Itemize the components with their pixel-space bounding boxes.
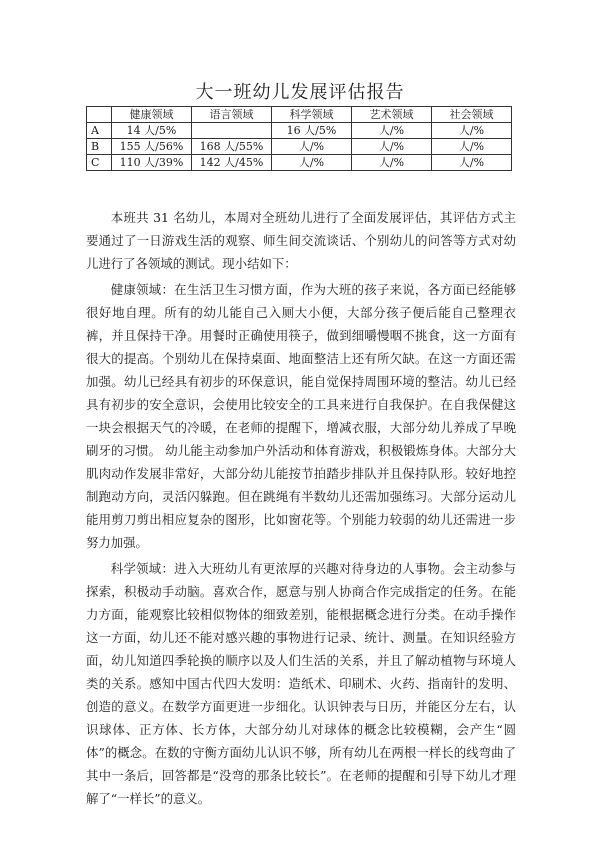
health-paragraph: 健康领域：在生活卫生习惯方面，作为大班的孩子来说，各方面已经能够很好地自理。所有的幼儿能自己入厕大小便，大部分孩子便后能自己整理衣裤，并且保持干净。用餐时正确使用筷子，做到细嚼慢咽不挑食，这一方面有很大的提高。个别幼儿在保持桌面、地面整洁上还有所欠缺。在这一方面还需加强。幼儿已经具有初步的环保意识，能自觉保持周围环境的整洁。幼儿已经具有初步的安全意识，会使用比较安全的工具来进行自我保护。在自我保健这一块会根据天气的冷暖，在老师的提醒下，增减衣服，大部分幼儿养成了早晚刷牙的习惯。 幼儿能主动参加户外活动和体育游戏，积极锻炼身体。大部分大肌肉动作发展非常好，大部分幼儿能按节拍踏步排队并且保持队形。较好地控制跑动方向，灵活闪躲跑。但在跳绳有半数幼儿还需加强练习。大部分运动儿能用剪刀剪出相应复杂的图形，比如窗花等。个别能力较弱的幼儿还需进一步努力加强。 <box>86 282 516 550</box>
table-cell: 155 人/56% <box>112 139 192 155</box>
table-cell: 人/% <box>272 155 352 171</box>
report-body <box>86 206 516 813</box>
table-header-cell: 健康领域 <box>112 107 192 123</box>
table-cell: 人/% <box>352 139 432 155</box>
document-title: 大一班幼儿发展评估报告 <box>195 82 405 103</box>
table-cell: 人/% <box>432 123 512 139</box>
table-cell: 16 人/5% <box>272 123 352 139</box>
table-row-label: B <box>87 139 112 155</box>
table-header-cell: 语言领域 <box>192 107 272 123</box>
table-cell: 110 人/39% <box>112 155 192 171</box>
intro-paragraph: 本班共 31 名幼儿，本周对全班幼儿进行了全面发展评估，其评估方式主要通过了一日游戏生活的观察、师生间交流谈话、个别幼儿的问答等方式对幼儿进行了各领域的测试。现小结如下： <box>86 210 516 271</box>
table-cell: 人/% <box>432 155 512 171</box>
table-cell: 14 人/5% <box>112 123 192 139</box>
table-row <box>87 123 512 139</box>
table-row <box>87 155 512 171</box>
table-header-cell: 社会领域 <box>432 107 512 123</box>
table-row <box>87 139 512 155</box>
table-row-label: A <box>87 123 112 139</box>
table-cell: 人/% <box>352 155 432 171</box>
table-header-cell <box>87 107 112 123</box>
science-paragraph: 科学领域：进入大班幼儿有更浓厚的兴趣对待身边的人事物。会主动参与探索，积极动手动脑。喜欢合作，愿意与别人协商合作完成指定的任务。在能力方面，能观察比较相似物体的细致差别，能根据概念进行分类。在动手操作这一方面，幼儿还不能对感兴趣的事物进行记录、统计、测量。在知识经验方面，幼儿知道四季轮换的顺序以及人们生活的关系，并且了解动植物与环境人类的关系。感知中国古代四大发明：造纸术、印刷术、火药、指南针的发明、创造的意义。在数学方面更进一步细化。认识钟表与日历，并能区分左右，认识球体、正方体、长方体，大部分幼儿对球体的概念比较模糊，会产生“圆体”的概念。在数的守衡方面幼儿认识不够，所有幼儿在两根一样长的线弯曲了其中一条后，回答都是“没弯的那条比较长”。在老师的提醒和引导下幼儿才理解了“一样长”的意义。 <box>86 561 516 806</box>
table-header-row <box>87 107 512 123</box>
table-cell: 人/% <box>432 139 512 155</box>
table-header-cell: 艺术领域 <box>352 107 432 123</box>
table-row-label: C <box>87 155 112 171</box>
evaluation-table <box>86 106 512 171</box>
table-cell: 人/% <box>272 139 352 155</box>
table-cell <box>192 123 272 139</box>
table-cell: 142 人/45% <box>192 155 272 171</box>
table-cell: 人/% <box>352 123 432 139</box>
table-cell: 168 人/55% <box>192 139 272 155</box>
table-header-cell: 科学领域 <box>272 107 352 123</box>
